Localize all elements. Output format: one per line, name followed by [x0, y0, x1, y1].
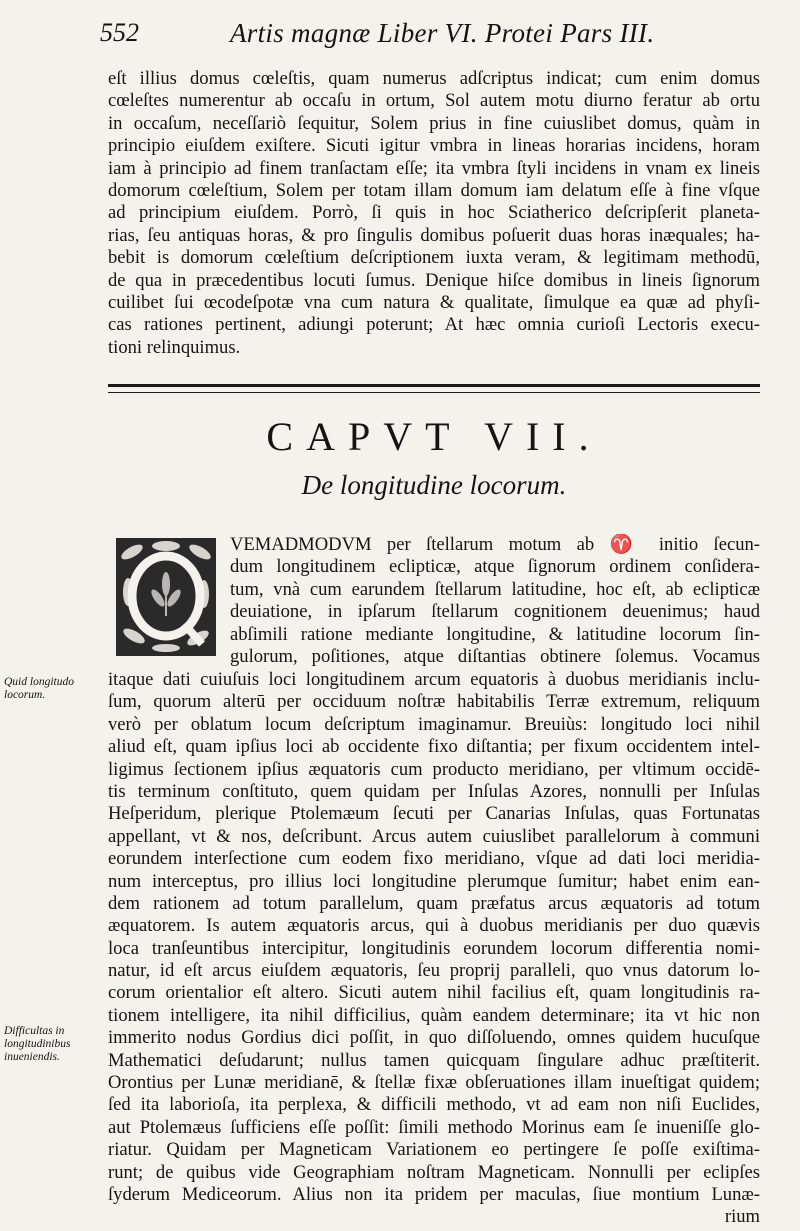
- text-line: cuilibet ſui œcodeſpotæ vna cum natura & qualitate, ſimulque ea quæ ad phyſi-: [108, 291, 760, 313]
- paragraph-main: [108, 669, 760, 1229]
- section-divider: [108, 384, 760, 393]
- margin-note-line: locorum.: [4, 689, 46, 701]
- text-line: tum, vnà cum earundem ſtellarum latitudine, hoc eſt, ab eclipticæ: [230, 578, 760, 600]
- text-line: deuiatione, in ipſarum ſtellarum cognitionem deuenimus; haud: [230, 601, 760, 623]
- margin-note-line: longitudinibus: [4, 1038, 71, 1050]
- margin-note-line: inueniendis.: [4, 1051, 60, 1063]
- text-line: ſyderum Mediceorum. Alius non ita pridem per maculas, ſiue montium Lunæ-: [108, 1183, 760, 1205]
- text-line: ſed ita laborioſa, ita perplexa, & difficili methodo, vt ad eam non niſi Euclides,: [108, 1094, 760, 1116]
- text-line: riatur. Quidam per Magneticam Variationem eo pertingere ſe poſſe exiſtima-: [108, 1139, 760, 1161]
- page-number: 552: [100, 18, 139, 47]
- text-line: gulorum, poſitiones, atque diſtantias obtinere ſolemus. Vocamus: [230, 645, 760, 667]
- text-line: ad principium eiuſdem. Porrò, ſi quis in hoc Sciatherico deſcripſerit planeta-: [108, 202, 760, 224]
- chapter-subtitle: De longitudine locorum.: [301, 470, 567, 500]
- margin-note: [4, 676, 104, 702]
- text-line: tionem intelligere, ita nihil difficilius, quàm eandem determinare; ita vt hic non: [108, 1004, 760, 1026]
- text-line: Orontius per Lunæ meridianē, & ſtellæ fixæ obſeruationes illam inueſtigat quidem;: [108, 1072, 760, 1094]
- text-line: eſt illius domus cœleſtis, quam numerus adſcriptus indicat; cum enim domus: [108, 68, 760, 89]
- text-line: abſimili ratione mediante longitudine, & latitudine locorum ſin-: [230, 623, 760, 645]
- text-line: natur, id eſt arcus eiuſdem æquatoris, ſeu proprij paralleli, quo vnus datorum lo-: [108, 960, 760, 982]
- text-line: principio eiuſdem exiſtere. Sicuti igitur vmbra in lineas horarias incidens, horam: [108, 135, 760, 157]
- margin-note-line: Difficultas in: [4, 1025, 65, 1037]
- text-line: iam à principio ad finem tranſactam eſſe; ita vmbra ſtyli incidens in vnam ex lineis: [108, 157, 760, 179]
- text-line: immerito nodus Gordius dici poſſit, in quo diſſoluendo, omnes quidem hucuſque: [108, 1027, 760, 1049]
- text-line: VEMADMODVM per ſtellarum motum ab ♈ initio ſecun-: [230, 534, 760, 555]
- text-line: domorum cœleſtium, Solem per totam illam domum iam delatum eſſe à fine vſque: [108, 179, 760, 201]
- text-line: cœleſtes numerentur ab occaſu in ortum, Sol autem motu diurno feratur ab ortu: [108, 90, 760, 112]
- margin-note: [4, 1025, 104, 1064]
- text-line: cas rationes pertinent, adiungi poterunt; At hæc omnia curioſi Lectoris execu-: [108, 314, 760, 336]
- text-line: Heſperidum, plerique Ptolemæum ſecuti per Canarias Inſulas, quas Fortunatas: [108, 803, 760, 825]
- decorated-initial: [110, 532, 222, 662]
- foliage-ornament-icon: [110, 532, 222, 662]
- text-line: tioni relinquimus.: [108, 336, 241, 358]
- text-line: aliud eſt, quam ipſius loci ab occidente fixo diſtantia; per fixum occidentem intel-: [108, 736, 760, 758]
- text-line: dum longitudinem eclipticæ, atque ſignorum ordinem conſidera-: [230, 556, 760, 578]
- text-line: aut Ptolemæus ſufficiens eſſe poſſit: ſimili methodo Morinus eam ſe inueniſſe glo-: [108, 1116, 760, 1138]
- page-header: [100, 18, 750, 58]
- paragraph-continued: [108, 68, 760, 359]
- text-line: bebit is domorum cœleſtium deſcriptionem iuxta veram, & legitimam methodū,: [108, 247, 760, 269]
- chapter-title: CAPVT VII.: [266, 414, 602, 459]
- text-line: runt; de quibus vide Geographiam noſtram Magneticam. Nonnulli per eclipſes: [108, 1161, 760, 1183]
- text-line: in occaſum, neceſſariò ſequitur, Solem prius in fine cuiuslibet domus, quàm in: [108, 112, 760, 134]
- text-line: itaque dati cuiuſuis loci longitudinem arcum equatoris à duobus meridianis inclu-: [108, 669, 760, 690]
- text-line: Mathematici deſudarunt; nullus tamen quicquam ſingulare adhuc præſtiterit.: [108, 1049, 760, 1071]
- text-line: æquatorem. Is autem æquatoris arcus, qui à duobus meridianis per duo quævis: [108, 915, 760, 937]
- text-line: ligimus ſectionem ipſius æquatoris cum producto meridiano, per vltimum occidē-: [108, 758, 760, 780]
- text-line: corum orientalior eſt altero. Sicuti autem nihil facilius eſt, quam longitudinis ra-: [108, 982, 760, 1004]
- text-line: ſum, quorum alterū per occiduum noſtræ habitabilis Terræ extremum, reliquum: [108, 691, 760, 713]
- text-line: tis terminum conſtituto, quem quidam per Inſulas Azores, nonnulli per Inſulas: [108, 780, 760, 802]
- text-line: eorundem interſectione cum eodem fixo meridiano, vſque ad dati loci meridia-: [108, 848, 760, 870]
- catchword: rium: [724, 1206, 760, 1228]
- running-title: Artis magnæ Liber VI. Protei Pars III.: [230, 18, 655, 48]
- text-line: dem rationem ad totum parallelum, quam præfatus arcus æquatoris ad totum: [108, 892, 760, 914]
- text-line: rias, ſeu antiquas horas, & pro ſingulis domibus poſuerit duas horas inæquales; ha-: [108, 224, 760, 246]
- paragraph-opening: [230, 534, 760, 668]
- text-line: verò per oblatum locum deſcriptum imaginamur. Breuiùs: longitudo loci nihil: [108, 713, 760, 735]
- text-line: loca tranſeuntibus intercipitur, longitudinis eorundem locorum differentia nomi-: [108, 937, 760, 959]
- text-line: num interceptus, pro illius loci longitudine plerumque ſumitur; habet enim ean-: [108, 870, 760, 892]
- text-line: appellant, vt & nos, deſcribunt. Arcus autem cuiuslibet parallelorum à communi: [108, 825, 760, 847]
- text-line: de qua in præcedentibus locuti ſumus. Denique hiſce domibus in lineis ſignorum: [108, 269, 760, 291]
- margin-note-line: Quid longitudo: [4, 676, 74, 688]
